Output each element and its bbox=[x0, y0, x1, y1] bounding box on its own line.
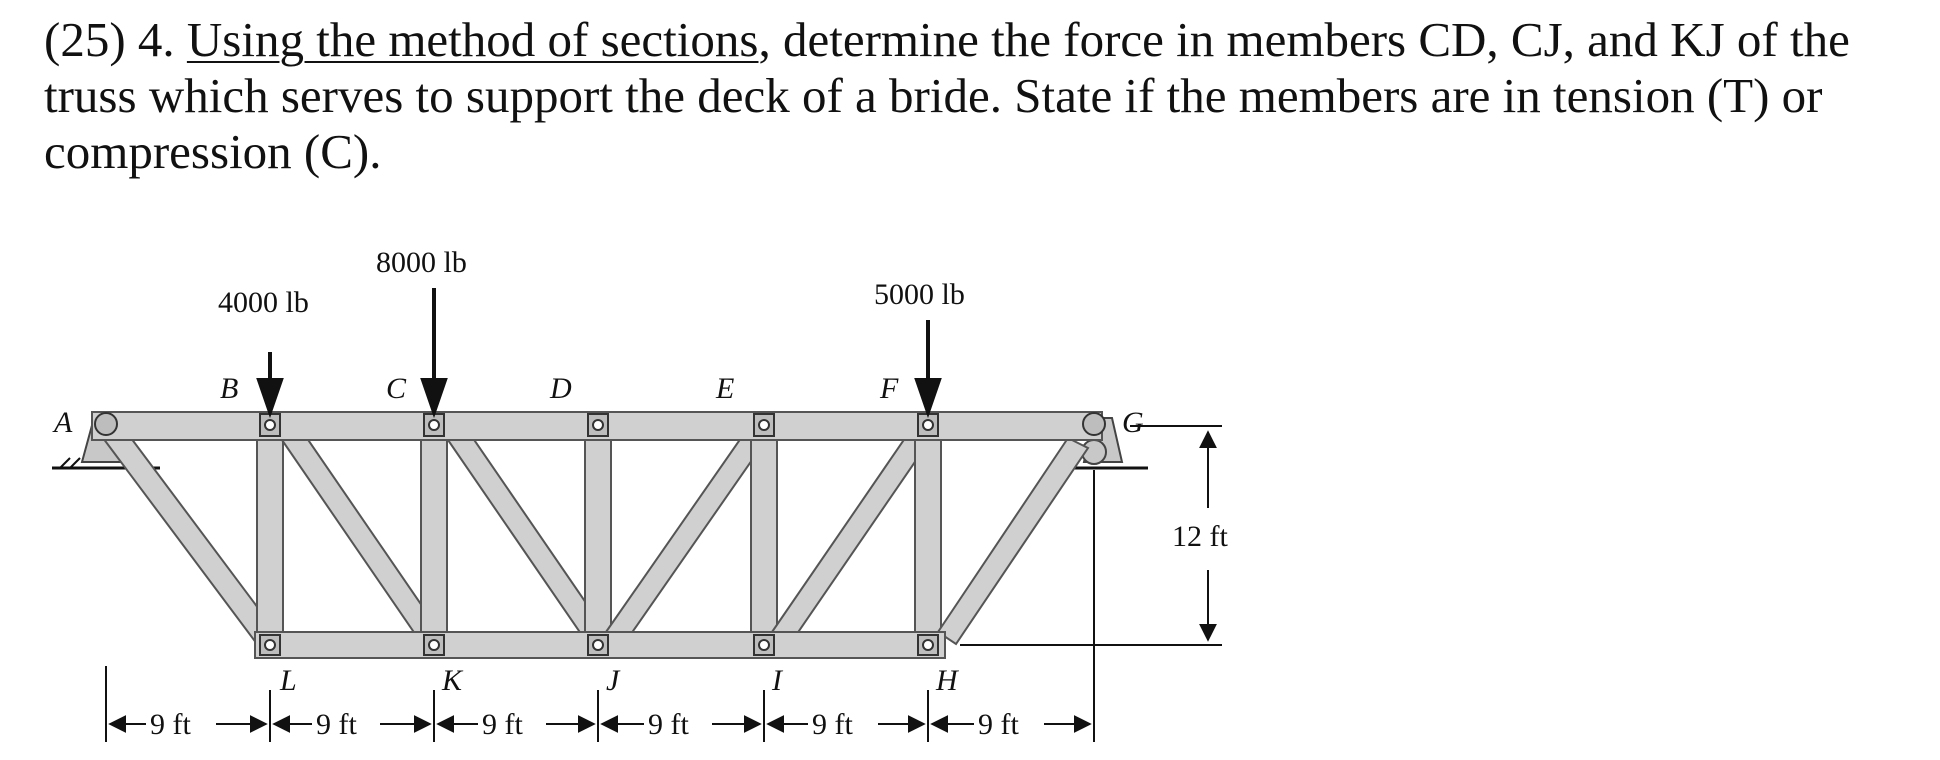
member-IF bbox=[772, 428, 930, 644]
joint-label-E: E bbox=[716, 372, 735, 405]
problem-body: , determine the force in members CD, CJ, and KJ of the truss which serves to support the deck of a bride. State if the members are in tension (T) or compression (C). bbox=[44, 12, 1850, 179]
member-KC bbox=[421, 430, 447, 640]
member-JD bbox=[585, 430, 611, 640]
method-phrase: Using the method of sections bbox=[186, 12, 759, 67]
member-AL bbox=[100, 426, 282, 648]
spacing-label-IH: 9 ft bbox=[812, 708, 853, 741]
spacing-label-LK: 9 ft bbox=[316, 708, 357, 741]
load-label-F: 5000 lb bbox=[874, 278, 965, 311]
member-EI bbox=[751, 430, 777, 640]
joint-label-I: I bbox=[772, 664, 782, 697]
joint-label-C: C bbox=[386, 372, 407, 405]
member-LB bbox=[257, 430, 283, 640]
joint-label-G: G bbox=[1122, 406, 1144, 439]
spacing-label-HG: 9 ft bbox=[978, 708, 1019, 741]
truss-web-members bbox=[100, 426, 1088, 648]
member-FH bbox=[915, 430, 941, 640]
load-arrows bbox=[259, 288, 939, 412]
joint-label-K: K bbox=[442, 664, 463, 697]
height-label: 12 ft bbox=[1172, 520, 1228, 553]
joint-label-B: B bbox=[220, 372, 239, 405]
load-label-B: 4000 lb bbox=[218, 286, 309, 319]
spacing-label-JI: 9 ft bbox=[648, 708, 689, 741]
spacing-label-KJ: 9 ft bbox=[482, 708, 523, 741]
member-JE bbox=[606, 428, 766, 644]
problem-number: (25) 4. bbox=[44, 12, 175, 67]
member-CJ bbox=[448, 428, 606, 644]
joint-label-F: F bbox=[880, 372, 899, 405]
member-HG bbox=[938, 438, 1088, 644]
spacing-label-AL: 9 ft bbox=[150, 708, 191, 741]
joint-label-D: D bbox=[550, 372, 572, 405]
load-label-C: 8000 lb bbox=[376, 246, 467, 279]
joint-label-J: J bbox=[606, 664, 620, 697]
joint-label-L: L bbox=[280, 664, 297, 697]
joint-label-H: H bbox=[936, 664, 958, 697]
joint-label-A: A bbox=[54, 406, 73, 439]
member-BK bbox=[282, 428, 440, 644]
